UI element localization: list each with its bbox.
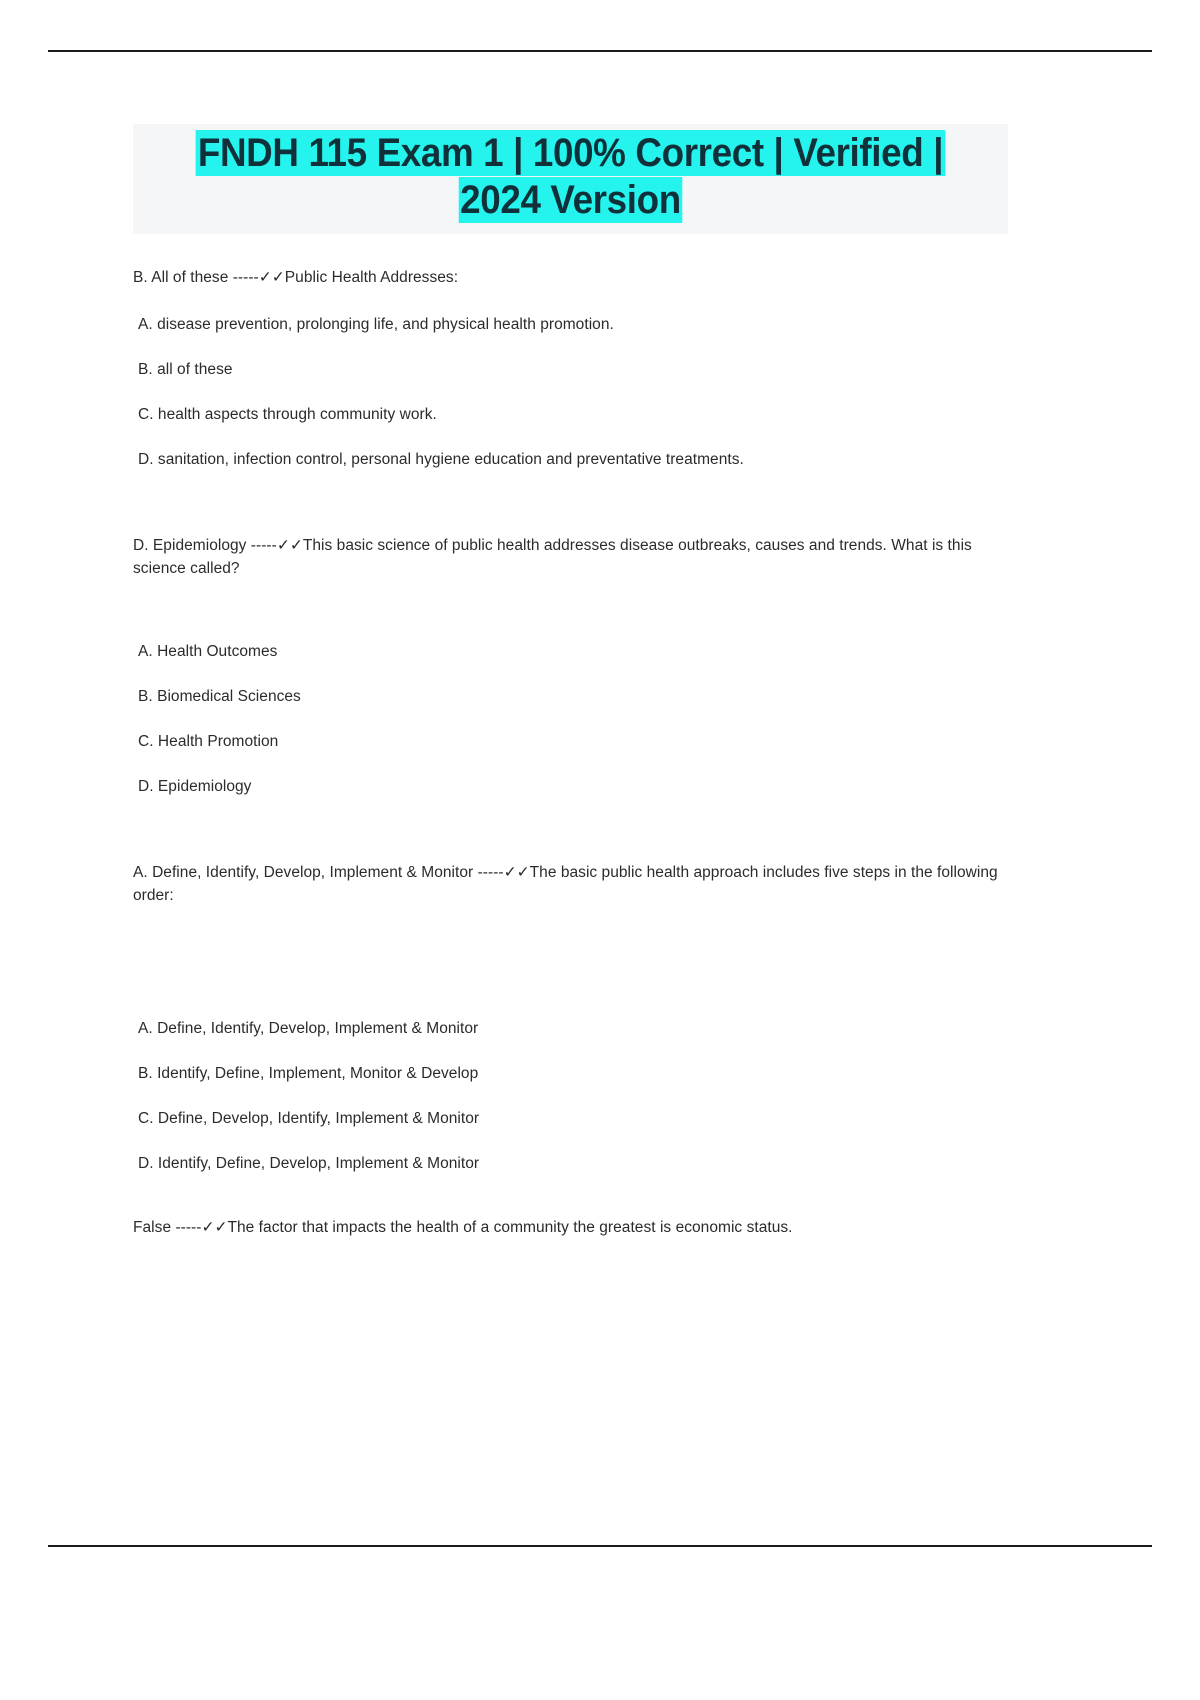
option-list-2 <box>133 640 1008 799</box>
header-divider <box>48 50 1152 52</box>
option-item[interactable]: A. Health Outcomes <box>138 642 278 660</box>
page-title <box>133 124 1008 234</box>
qa-block-4 <box>133 1216 1008 1240</box>
block-spacer <box>133 1198 1008 1216</box>
option-item[interactable]: D. Identify, Define, Develop, Implement & Monitor <box>138 1155 480 1173</box>
option-item[interactable]: A. disease prevention, prolonging life, and physical health promotion. <box>138 315 614 333</box>
option-item[interactable]: C. Define, Develop, Identify, Implement & Monitor <box>138 1110 480 1128</box>
qa-block-1 <box>133 266 1008 472</box>
option-item[interactable]: A. Define, Identify, Develop, Implement & Monitor <box>138 1019 479 1037</box>
option-item[interactable]: D. sanitation, infection control, personal hygiene education and preventative treatments. <box>138 451 744 469</box>
block-spacer <box>133 494 1008 534</box>
answer-line-1: B. All of these -----✓✓Public Health Addresses: <box>133 269 459 286</box>
option-list-1 <box>133 313 1008 472</box>
page-title-line-2 <box>168 177 973 224</box>
answer-line-4: False -----✓✓The factor that impacts the health of a community the greatest is economic status. <box>133 1218 793 1236</box>
page-title-highlight-1: FNDH 115 Exam 1 | 100% Correct | Verified | <box>197 131 944 175</box>
footer-divider <box>48 1545 1152 1547</box>
option-item[interactable]: C. Health Promotion <box>138 733 279 751</box>
qa-block-2 <box>133 534 1008 799</box>
block-spacer <box>133 821 1008 861</box>
option-item[interactable]: C. health aspects through community work. <box>138 406 437 424</box>
option-item[interactable]: B. Identify, Define, Implement, Monitor & Develop <box>138 1064 479 1082</box>
block-spacer <box>133 604 1008 640</box>
document-body <box>133 266 1008 1262</box>
page-title-highlight-2: 2024 Version <box>460 178 681 223</box>
answer-line-3: A. Define, Identify, Develop, Implement & Monitor -----✓✓The basic public health approach includes five steps in the following order: <box>133 863 998 905</box>
qa-block-3 <box>133 861 1008 1176</box>
page-title-line-1 <box>168 130 973 177</box>
option-item[interactable]: B. all of these <box>138 360 233 378</box>
option-list-3 <box>133 1017 1008 1176</box>
answer-line-2: D. Epidemiology -----✓✓This basic science of public health addresses disease outbreaks, causes and trends. What is this science called? <box>133 536 972 578</box>
option-item[interactable]: B. Biomedical Sciences <box>138 687 301 705</box>
block-spacer <box>133 931 1008 1017</box>
option-item[interactable]: D. Epidemiology <box>138 778 252 796</box>
